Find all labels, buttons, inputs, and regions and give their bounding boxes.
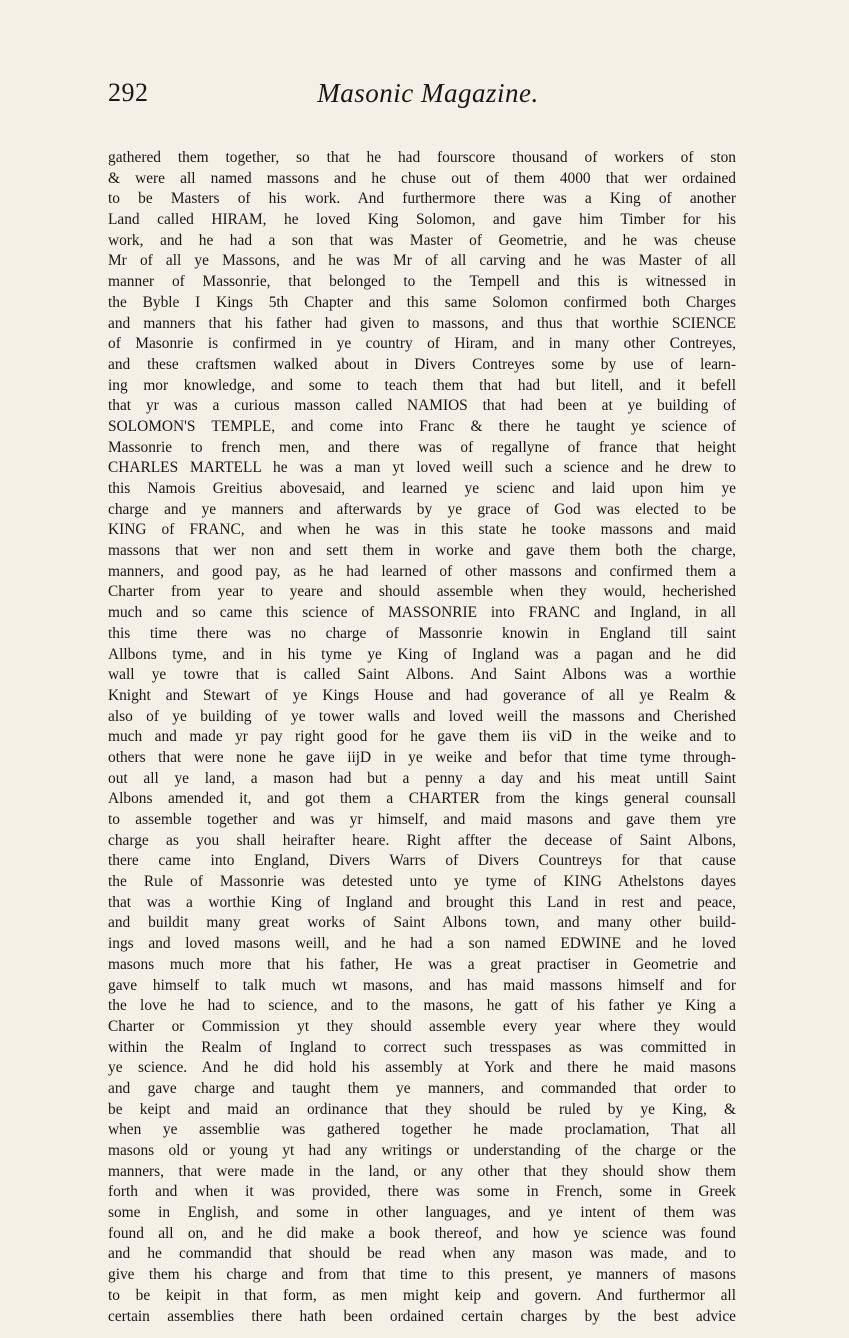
text-line: some in English, and some in other languages, and ye intent of them was <box>108 1204 736 1222</box>
text-line: and gave charge and taught them ye manners, and commanded that order to <box>108 1079 736 1097</box>
text-line: Knight and Stewart of ye Kings House and had goverance of all ye Realm & <box>108 686 736 704</box>
text-line: CHARLES MARTELL he was a man yt loved weill such a science and he drew to <box>108 459 736 477</box>
text-line: & were all named massons and he chuse out of them 4000 that wer ordained <box>108 169 736 187</box>
text-line: charge as you shall heirafter heare. Right affter the decease of Saint Albons, <box>108 831 736 849</box>
text-line: the love he had to science, and to the masons, he gatt of his father ye King a <box>108 997 736 1015</box>
article-body <box>108 148 736 1327</box>
text-line: of Masonrie is confirmed in ye country of Hiram, and in many other Contreyes, <box>108 335 736 353</box>
text-line: ye science. And he did hold his assembly at York and there he maid masons <box>108 1059 736 1077</box>
text-line: forth and when it was provided, there was some in French, some in Greek <box>108 1183 736 1201</box>
running-title: Masonic Magazine. <box>317 78 539 108</box>
text-line: this time there was no charge of Massonrie knowin in England till saint <box>108 624 736 642</box>
page-header <box>108 78 748 118</box>
text-line: manners, that were made in the land, or any other that they should show them <box>108 1162 736 1180</box>
text-line: Massonrie to french men, and there was of regallyne of france that height <box>108 438 736 456</box>
text-line: certain assemblies there hath been ordained certain charges by the best advice <box>108 1307 736 1325</box>
text-line: much and so came this science of MASSONRIE into FRANC and Ingland, in all <box>108 604 736 622</box>
text-line: also of ye building of ye tower walls and loved weill the massons and Cherished <box>108 707 736 725</box>
text-line: ing mor knowledge, and some to teach them that had but litell, and it befell <box>108 376 736 394</box>
text-line: this Namois Greitius abovesaid, and learned ye scienc and laid upon him ye <box>108 480 736 497</box>
text-line: the Byble I Kings 5th Chapter and this same Solomon confirmed both Charges <box>108 293 736 311</box>
text-line: Charter from year to yeare and should assemble when they would, hecherished <box>108 583 736 601</box>
text-line: give them his charge and from that time to this present, ye manners of masons <box>108 1266 736 1284</box>
text-line: manner of Massonrie, that belonged to the Tempell and this is witnessed in <box>108 273 736 291</box>
text-line: massons that wer non and sett them in worke and gave them both the charge, <box>108 542 736 560</box>
text-line: others that were none he gave iijD in ye weike and befor that time tyme through- <box>108 748 736 766</box>
text-line: work, and he had a son that was Master of Geometrie, and he was cheuse <box>108 231 736 249</box>
text-line: Charter or Commission yt they should assemble every year where they would <box>108 1017 736 1035</box>
text-line: SOLOMON'S TEMPLE, and come into Franc & there he taught ye science of <box>108 417 736 435</box>
text-line: when ye assemblie was gathered together he made proclamation, That all <box>108 1121 736 1139</box>
text-line: gathered them together, so that he had fourscore thousand of workers of ston <box>108 149 736 166</box>
text-line: ings and loved masons weill, and he had a son named EDWINE and he loved <box>108 935 736 953</box>
text-line: out all ye land, a mason had but a penny a day and his meat untill Saint <box>108 769 736 787</box>
text-line: Land called HIRAM, he loved King Solomon, and gave him Timber for his <box>108 211 736 229</box>
text-line: much and made yr pay right good for he gave them iis viD in the weike and to <box>108 728 736 746</box>
text-line: gave himself to talk much wt masons, and has maid massons himself and for <box>108 976 736 994</box>
text-line: be keipt and maid an ordinance that they should be ruled by ye King, & <box>108 1100 736 1118</box>
text-line: Mr of all ye Massons, and he was Mr of all carving and he was Master of all <box>108 252 736 270</box>
text-line: and buildit many great works of Saint Albons town, and many other build- <box>108 914 736 932</box>
text-line: and manners that his father had given to massons, and thus that worthie SCIENCE <box>108 314 736 332</box>
text-line: charge and ye manners and afterwards by ye grace of God was elected to be <box>108 500 736 518</box>
text-line: Allbons tyme, and in his tyme ye King of Ingland was a pagan and he did <box>108 645 736 663</box>
text-line: within the Realm of Ingland to correct such tresspases as was committed in <box>108 1038 736 1056</box>
text-line: wall ye towre that is called Saint Albons. And Saint Albons was a worthie <box>108 666 736 684</box>
text-line: Albons amended it, and got them a CHARTER from the kings general counsall <box>108 790 736 808</box>
text-line: there came into England, Divers Warrs of Divers Countreys for that cause <box>108 852 736 870</box>
text-line: manners, and good pay, as he had learned of other massons and confirmed them a <box>108 562 736 580</box>
text-line: to be keipit in that form, as men might keip and govern. And furthermor all <box>108 1286 736 1304</box>
text-line: found all on, and he did make a book thereof, and how ye science was found <box>108 1224 736 1242</box>
text-line: masons old or young yt had any writings or understanding of the charge or the <box>108 1142 736 1159</box>
text-line: and he commandid that should be read when any mason was made, and to <box>108 1245 736 1263</box>
page-number: 292 <box>108 78 149 107</box>
text-line: masons much more that his father, He was a great practiser in Geometrie and <box>108 955 736 973</box>
text-line: KING of FRANC, and when he was in this state he tooke massons and maid <box>108 521 736 539</box>
text-line: that yr was a curious masson called NAMIOS that had been at ye building of <box>108 397 736 415</box>
text-line: the Rule of Massonrie was detested unto ye tyme of KING Athelstons dayes <box>108 873 736 891</box>
text-line: to be Masters of his work. And furthermore there was a King of another <box>108 190 736 208</box>
text-line: that was a worthie King of Ingland and brought this Land in rest and peace, <box>108 893 736 911</box>
text-line: to assemble together and was yr himself, and maid masons and gave them yre <box>108 811 736 828</box>
text-line: and these craftsmen walked about in Divers Contreyes some by use of learn- <box>108 355 736 373</box>
